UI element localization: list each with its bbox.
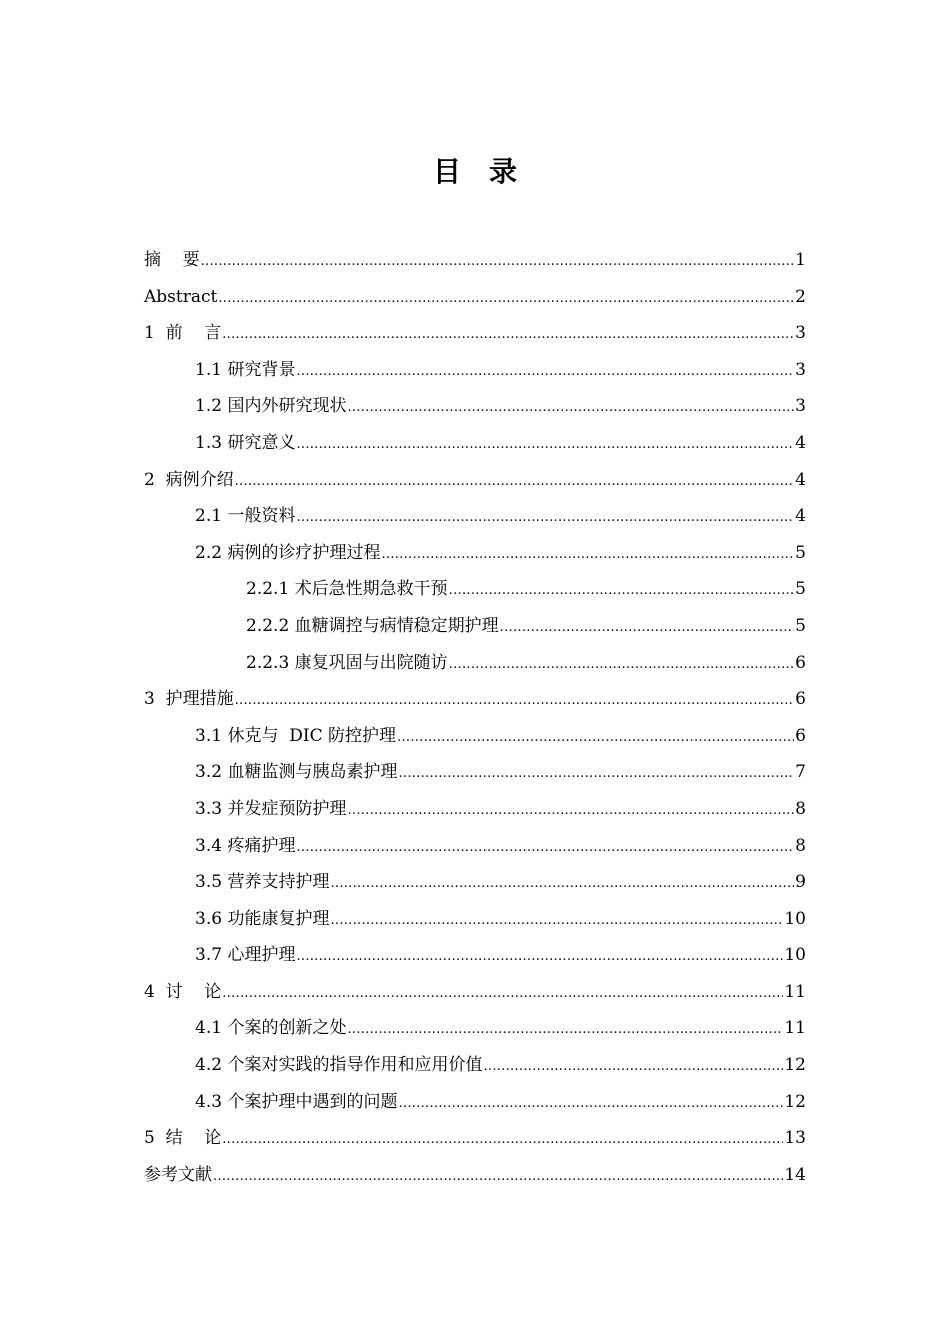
toc-dot-leader [222,1122,783,1159]
toc-entry[interactable] [144,791,806,828]
toc-entry[interactable] [144,974,806,1011]
toc-page-number: 4 [795,469,806,490]
toc-dot-leader [222,317,794,354]
toc-dot-leader [235,464,795,501]
toc-dot-leader [347,390,794,427]
toc-entry[interactable] [144,279,806,316]
toc-entry-title: 3 护理措施 [144,689,234,710]
toc-entry[interactable] [144,352,806,389]
toc-entry-title: 3.3 并发症预防护理 [195,798,347,819]
toc-entry[interactable] [144,535,806,572]
toc-entry[interactable] [144,1120,806,1157]
toc-entry[interactable] [144,388,806,425]
toc-page-number: 7 [795,762,806,783]
toc-page-number: 8 [795,835,806,856]
toc-entry-title: 2.2.1 术后急性期急救干预 [246,579,448,600]
toc-dot-leader [449,647,795,684]
toc-entry-title: 3.6 功能康复护理 [195,908,330,929]
toc-dot-leader [296,354,794,391]
toc-entry[interactable] [144,425,806,462]
toc-entry-title: 3.7 心理护理 [195,945,296,966]
toc-dot-leader [213,1159,783,1196]
toc-page-number: 9 [795,872,806,893]
toc-page-number: 8 [795,798,806,819]
toc-entry[interactable] [144,242,806,279]
toc-page-number: 6 [795,652,806,673]
toc-entry-title: 4 讨 论 [144,981,222,1002]
toc-page-number: 3 [795,323,806,344]
toc-page-number: 10 [784,908,806,929]
toc-entry[interactable] [144,1084,806,1121]
toc-entry[interactable] [144,754,806,791]
toc-page-number: 12 [784,1091,806,1112]
toc-entry[interactable] [144,645,806,682]
toc-entry-title: 1.1 研究背景 [195,359,296,380]
toc-dot-leader [330,903,783,940]
toc-page-number: 13 [784,1128,806,1149]
toc-page-number: 3 [795,359,806,380]
toc-entry[interactable] [144,498,806,535]
toc-entry[interactable] [144,901,806,938]
toc-entry-title: 摘 要 [144,250,200,270]
toc-entry-title: 3.1 休克与 DIC 防控护理 [195,725,397,746]
toc-entry[interactable] [144,571,806,608]
toc-entry[interactable] [144,315,806,352]
toc-entry-title: 2 病例介绍 [144,469,234,490]
toc-entry-title: 参考文献 [144,1164,212,1185]
toc-entry-title: 2.2.2 血糖调控与病情稳定期护理 [246,615,499,636]
toc-entry-title: 4.3 个案护理中遇到的问题 [195,1091,398,1112]
toc-dot-leader [398,756,794,793]
table-of-contents [144,242,806,1193]
toc-page-number: 14 [784,1164,806,1185]
toc-entry[interactable] [144,1157,806,1194]
toc-dot-leader [483,1049,783,1086]
toc-dot-leader [449,573,795,610]
toc-dot-leader [330,866,794,903]
toc-entry-title: 2.2.3 康复巩固与出院随访 [246,652,448,673]
toc-entry[interactable] [144,718,806,755]
toc-dot-leader [296,427,794,464]
toc-entry-title: 4.2 个案对实践的指导作用和应用价值 [195,1055,483,1076]
toc-entry[interactable] [144,828,806,865]
toc-entry-title: 1.2 国内外研究现状 [195,396,347,417]
toc-entry-title: 3.5 营养支持护理 [195,872,330,893]
toc-entry-title: 2.2 病例的诊疗护理过程 [195,542,381,563]
toc-entry-title: 4.1 个案的创新之处 [195,1018,347,1039]
toc-entry-title: 3.2 血糖监测与胰岛素护理 [195,762,398,783]
toc-dot-leader [397,720,794,757]
toc-dot-leader [235,683,795,720]
toc-dot-leader [201,244,795,281]
toc-dot-leader [222,976,783,1013]
toc-page-number: 11 [784,1018,806,1039]
toc-dot-leader [296,939,783,976]
toc-entry[interactable] [144,681,806,718]
toc-page-number: 4 [795,432,806,453]
toc-dot-leader [347,793,794,830]
toc-entry-title: 3.4 疼痛护理 [195,835,296,856]
toc-page-number: 5 [795,579,806,600]
toc-entry-title: Abstract [144,286,218,307]
toc-page-number: 4 [795,506,806,527]
toc-entry-title: 2.1 一般资料 [195,506,296,527]
toc-entry[interactable] [144,1047,806,1084]
toc-entry[interactable] [144,1010,806,1047]
toc-dot-leader [296,500,794,537]
toc-entry[interactable] [144,937,806,974]
toc-entry[interactable] [144,462,806,499]
toc-page-number: 6 [795,725,806,746]
toc-dot-leader [218,281,794,318]
toc-page-number: 3 [795,396,806,417]
toc-page-number: 2 [795,286,806,307]
toc-entry-title: 5 结 论 [144,1128,222,1149]
toc-dot-leader [500,610,795,647]
page-title: 目录 [432,155,545,188]
toc-page-number: 11 [784,981,806,1002]
toc-page-number: 10 [784,945,806,966]
toc-dot-leader [347,1012,783,1049]
toc-dot-leader [381,537,794,574]
toc-dot-leader [296,830,794,867]
toc-page-number: 12 [784,1055,806,1076]
toc-page-number: 5 [795,542,806,563]
toc-page-number: 5 [795,615,806,636]
toc-entry[interactable] [144,864,806,901]
toc-page-number: 1 [795,250,806,270]
toc-entry-title: 1 前 言 [144,323,222,344]
toc-entry[interactable] [144,608,806,645]
toc-dot-leader [398,1086,783,1123]
toc-entry-title: 1.3 研究意义 [195,432,296,453]
toc-page-number: 6 [795,689,806,710]
